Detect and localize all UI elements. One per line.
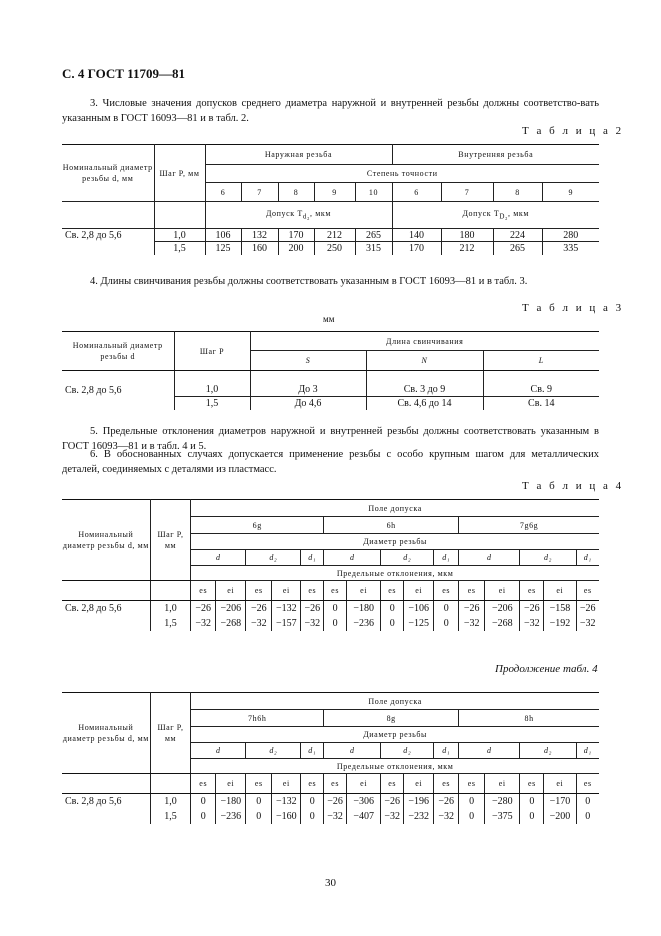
- t4b-cell: 0: [576, 794, 599, 809]
- t4-cell: −32: [246, 616, 272, 631]
- t4b-dev-cell: es: [301, 774, 324, 794]
- t4b-cell: −32: [381, 809, 404, 824]
- t3-col-nominal: Номинальный диаметр резьбы d: [62, 332, 174, 371]
- t4-cell: −106: [404, 601, 434, 616]
- t4-cell: −158: [544, 601, 576, 616]
- paragraph-5: 5. Предельные отклонения диаметров наружной и внутренней резьбы должны соответствовать указанным в ГОСТ 16093—81 и в табл. 4 и 5.: [62, 426, 599, 452]
- t4-cell: 1,0: [150, 601, 191, 616]
- t4-dev-cell: es: [301, 581, 324, 601]
- t4b-diam-cell: d: [459, 743, 520, 759]
- t3-group-n: N: [366, 351, 483, 371]
- table-row: [62, 242, 599, 255]
- table-row: [62, 384, 599, 397]
- t4-diam-cell: d: [324, 550, 381, 566]
- t2-cell: 125: [205, 242, 241, 255]
- t2-degree-cell: 10: [355, 183, 392, 202]
- table-row: [62, 809, 599, 824]
- t2-cell: 280: [542, 229, 599, 242]
- t4-dev-cell: es: [459, 581, 485, 601]
- t2-cell: 1,0: [154, 229, 205, 242]
- t4b-cell: −180: [216, 794, 246, 809]
- t4b-cell: −26: [381, 794, 404, 809]
- t4b-cell: −200: [544, 809, 576, 824]
- t4b-dev-cell: ei: [404, 774, 434, 794]
- t4-cell: 0: [324, 601, 347, 616]
- t3-cell: Св. 9: [483, 384, 599, 397]
- t4b-cell: 0: [301, 794, 324, 809]
- t2-cell: 160: [241, 242, 278, 255]
- t4b-cell: 1,5: [150, 809, 191, 824]
- t4b-dev: Предельные отклонения, мкм: [191, 759, 599, 774]
- t2-cell: 106: [205, 229, 241, 242]
- t4-dev-cell: ei: [485, 581, 520, 601]
- t2-range: Св. 2,8 до 5,6: [65, 229, 122, 241]
- t4-range: Св. 2,8 до 5,6: [65, 602, 122, 614]
- t4b-dev-cell: es: [520, 774, 544, 794]
- t4-col-nominal: Номинальный диаметр резьбы d, мм: [62, 500, 150, 581]
- t4-field-6h: 6h: [324, 517, 459, 534]
- table-row: [62, 794, 599, 809]
- t4-cell: 0: [324, 616, 347, 631]
- table-3-unit: мм: [323, 314, 335, 324]
- t4b-field-7h6h: 7h6h: [191, 710, 324, 727]
- t2-cell: 224: [493, 229, 542, 242]
- t4b-col-nominal: Номинальный диаметр резьбы d, мм: [62, 693, 150, 774]
- t4-cell: −206: [485, 601, 520, 616]
- t4b-cell: 0: [459, 809, 485, 824]
- t4-cell: −32: [576, 616, 599, 631]
- t2-cell: 180: [441, 229, 493, 242]
- t4b-dev-cell: ei: [485, 774, 520, 794]
- t4-dev-cell: ei: [544, 581, 576, 601]
- t4-cell: −268: [485, 616, 520, 631]
- t4-diam: Диаметр резьбы: [191, 534, 599, 550]
- t4b-diam-cell: d₂: [520, 743, 576, 759]
- t4b-cell: −32: [434, 809, 459, 824]
- t4b-cell: 0: [191, 794, 216, 809]
- t2-col-step: Шаг P, мм: [154, 145, 205, 202]
- t4-cell: −26: [459, 601, 485, 616]
- t4b-cell: 0: [520, 794, 544, 809]
- t4b-cell: 0: [520, 809, 544, 824]
- t3-group-s: S: [250, 351, 366, 371]
- t4-cell: −32: [459, 616, 485, 631]
- t4b-dev-cell: es: [191, 774, 216, 794]
- t2-degree-cell: 9: [542, 183, 599, 202]
- t4b-field-8g: 8g: [324, 710, 459, 727]
- t4b-dev-cell: ei: [272, 774, 301, 794]
- table-3-caption: Т а б л и ц а 3: [522, 302, 624, 314]
- t4b-cell: −375: [485, 809, 520, 824]
- t4-cell: 0: [434, 616, 459, 631]
- t2-cell: 315: [355, 242, 392, 255]
- t4-field: Поле допуска: [191, 500, 599, 517]
- t4b-col-step: Шаг P, мм: [150, 693, 191, 774]
- t4b-cell: −407: [347, 809, 381, 824]
- t4-dev-cell: ei: [216, 581, 246, 601]
- t4b-dev-cell: ei: [544, 774, 576, 794]
- t2-inner: Внутренняя резьба: [392, 145, 599, 165]
- t2-degree-cell: 6: [205, 183, 241, 202]
- t4b-diam-cell: d₂: [381, 743, 434, 759]
- t4-cell: −32: [301, 616, 324, 631]
- t3-col-step: Шаг P: [174, 332, 250, 371]
- t2-cell: 212: [441, 242, 493, 255]
- t4-cell: 0: [434, 601, 459, 616]
- t2-degree: Степень точности: [205, 165, 599, 183]
- t4-diam-cell: d₁: [434, 550, 459, 566]
- t3-cell: Св. 3 до 9: [366, 384, 483, 397]
- t4b-field-8h: 8h: [459, 710, 599, 727]
- t3-range: Св. 2,8 до 5,6: [65, 384, 122, 396]
- t4-dev-cell: ei: [404, 581, 434, 601]
- t4b-cell: −132: [272, 794, 301, 809]
- t4-cell: −157: [272, 616, 301, 631]
- t4-dev-cell: es: [191, 581, 216, 601]
- t4b-dev-cell: es: [324, 774, 347, 794]
- paragraph-6: 6. В обоснованных случаях допускается применение резьбы с особо крупным шагом для металлических деталей, соединяемых с деталями из пластмасс.: [62, 449, 599, 475]
- t2-degree-cell: 7: [241, 183, 278, 202]
- t2-degree-cell: 9: [314, 183, 355, 202]
- t2-cell: 335: [542, 242, 599, 255]
- t4b-dev-cell: ei: [347, 774, 381, 794]
- t4b-cell: −236: [216, 809, 246, 824]
- t4-dev-cell: ei: [347, 581, 381, 601]
- t4-diam-cell: d₁: [301, 550, 324, 566]
- t4b-dev-cell: es: [381, 774, 404, 794]
- t4-cell: −26: [520, 601, 544, 616]
- t3-cell: Св. 14: [483, 397, 599, 410]
- t4b-dev-cell: ei: [216, 774, 246, 794]
- t4b-cell: 0: [246, 809, 272, 824]
- t4-cell: −125: [404, 616, 434, 631]
- t4b-diam-cell: d₁: [576, 743, 599, 759]
- t2-cell: 1,5: [154, 242, 205, 255]
- table-row: [62, 601, 599, 616]
- table-row: [62, 229, 599, 242]
- page-header: С. 4 ГОСТ 11709—81: [62, 66, 185, 81]
- t4b-dev-cell: es: [459, 774, 485, 794]
- t4-cell: 0: [381, 616, 404, 631]
- t4-diam-cell: d: [459, 550, 520, 566]
- t3-cell: 1,0: [174, 384, 250, 397]
- t4-dev-cell: es: [246, 581, 272, 601]
- t2-cell: 140: [392, 229, 441, 242]
- t2-cell: 170: [392, 242, 441, 255]
- t4b-diam: Диаметр резьбы: [191, 727, 599, 743]
- t4b-cell: −306: [347, 794, 381, 809]
- t4b-cell: −160: [272, 809, 301, 824]
- t4-cell: −32: [520, 616, 544, 631]
- table-row: [62, 397, 599, 410]
- t2-cell: 132: [241, 229, 278, 242]
- t4b-cell: −26: [324, 794, 347, 809]
- t2-degree-cell: 8: [493, 183, 542, 202]
- t4-cell: −268: [216, 616, 246, 631]
- t4b-diam-cell: d₂: [246, 743, 301, 759]
- t3-cell: До 4,6: [250, 397, 366, 410]
- t4b-cell: −232: [404, 809, 434, 824]
- t4b-cell: −26: [434, 794, 459, 809]
- t4-diam-cell: d₂: [381, 550, 434, 566]
- t4-dev-cell: es: [576, 581, 599, 601]
- t4b-diam-cell: d₁: [301, 743, 324, 759]
- t2-cell: 250: [314, 242, 355, 255]
- table-2: [62, 144, 599, 255]
- paragraph-3: 3. Числовые значения допусков среднего диаметра наружной и внутренней резьбы должны соответство-вать указанным в ГОСТ 16093—81 и в табл. 2.: [62, 98, 599, 124]
- t2-tol-inner: Допуск $T_{D_2}$, мкм: [392, 202, 599, 229]
- t4-col-step: Шаг P, мм: [150, 500, 191, 581]
- t4-dev: Предельные отклонения, мкм: [191, 566, 599, 581]
- t4b-diam-cell: d: [191, 743, 246, 759]
- t4-cell: −26: [191, 601, 216, 616]
- table-3: [62, 331, 599, 410]
- table-4-continued: [62, 692, 599, 824]
- table-4: [62, 499, 599, 631]
- t4-cell: −180: [347, 601, 381, 616]
- t4b-cell: −32: [324, 809, 347, 824]
- t4-cell: 1,5: [150, 616, 191, 631]
- t4-diam-cell: d₂: [520, 550, 576, 566]
- t2-degree-cell: 7: [441, 183, 493, 202]
- t3-length: Длина свинчивания: [250, 332, 599, 351]
- t4-dev-cell: es: [434, 581, 459, 601]
- table-2-caption: Т а б л и ц а 2: [522, 125, 624, 137]
- t4-cell: −32: [191, 616, 216, 631]
- t2-cell: 200: [278, 242, 314, 255]
- t4-cell: −236: [347, 616, 381, 631]
- t2-cell: 170: [278, 229, 314, 242]
- t4-cell: −132: [272, 601, 301, 616]
- t2-col-nominal: Номинальный диаметр резьбы d, мм: [62, 145, 154, 202]
- t4b-dev-cell: es: [434, 774, 459, 794]
- t4b-cell: 0: [459, 794, 485, 809]
- t4-diam-cell: d₂: [246, 550, 301, 566]
- t3-cell: Св. 4,6 до 14: [366, 397, 483, 410]
- t3-cell: До 3: [250, 384, 366, 397]
- t4b-cell: 1,0: [150, 794, 191, 809]
- t2-cell: 265: [355, 229, 392, 242]
- t4b-cell: −170: [544, 794, 576, 809]
- t4-cell: 0: [381, 601, 404, 616]
- t4-field-7g6g: 7g6g: [459, 517, 599, 534]
- t2-outer: Наружная резьба: [205, 145, 392, 165]
- t4-cell: −26: [576, 601, 599, 616]
- t4-diam-cell: d: [191, 550, 246, 566]
- page-number: 30: [325, 877, 336, 889]
- t4-dev-cell: es: [324, 581, 347, 601]
- t4b-field: Поле допуска: [191, 693, 599, 710]
- t4-dev-cell: ei: [272, 581, 301, 601]
- t2-cell: 212: [314, 229, 355, 242]
- t4b-cell: −196: [404, 794, 434, 809]
- t2-degree-cell: 8: [278, 183, 314, 202]
- t4b-dev-cell: es: [246, 774, 272, 794]
- t4b-cell: 0: [191, 809, 216, 824]
- paragraph-4: 4. Длины свинчивания резьбы должны соответствовать указанным в ГОСТ 16093—81 и в табл. 3.: [90, 276, 528, 287]
- t4b-cell: 0: [301, 809, 324, 824]
- t4b-range: Св. 2,8 до 5,6: [65, 795, 122, 807]
- t4-dev-cell: es: [520, 581, 544, 601]
- t4-cell: −192: [544, 616, 576, 631]
- t4b-diam-cell: d: [324, 743, 381, 759]
- t3-group-l: L: [483, 351, 599, 371]
- t3-cell: 1,5: [174, 397, 250, 410]
- t2-tol-outer: Допуск $T_{d_2}$, мкм: [205, 202, 392, 229]
- continuation-caption: Продолжение табл. 4: [495, 663, 598, 675]
- t2-cell: 265: [493, 242, 542, 255]
- t4-diam-cell: d₁: [576, 550, 599, 566]
- t4b-dev-cell: es: [576, 774, 599, 794]
- t4b-cell: 0: [576, 809, 599, 824]
- t4b-cell: −280: [485, 794, 520, 809]
- t4-cell: −26: [246, 601, 272, 616]
- table-row: [62, 616, 599, 631]
- t4b-diam-cell: d₁: [434, 743, 459, 759]
- t4b-cell: 0: [246, 794, 272, 809]
- table-4-caption: Т а б л и ц а 4: [522, 480, 624, 492]
- t4-cell: −26: [301, 601, 324, 616]
- t4-dev-cell: es: [381, 581, 404, 601]
- t4-field-6g: 6g: [191, 517, 324, 534]
- t2-degree-cell: 6: [392, 183, 441, 202]
- t4-cell: −206: [216, 601, 246, 616]
